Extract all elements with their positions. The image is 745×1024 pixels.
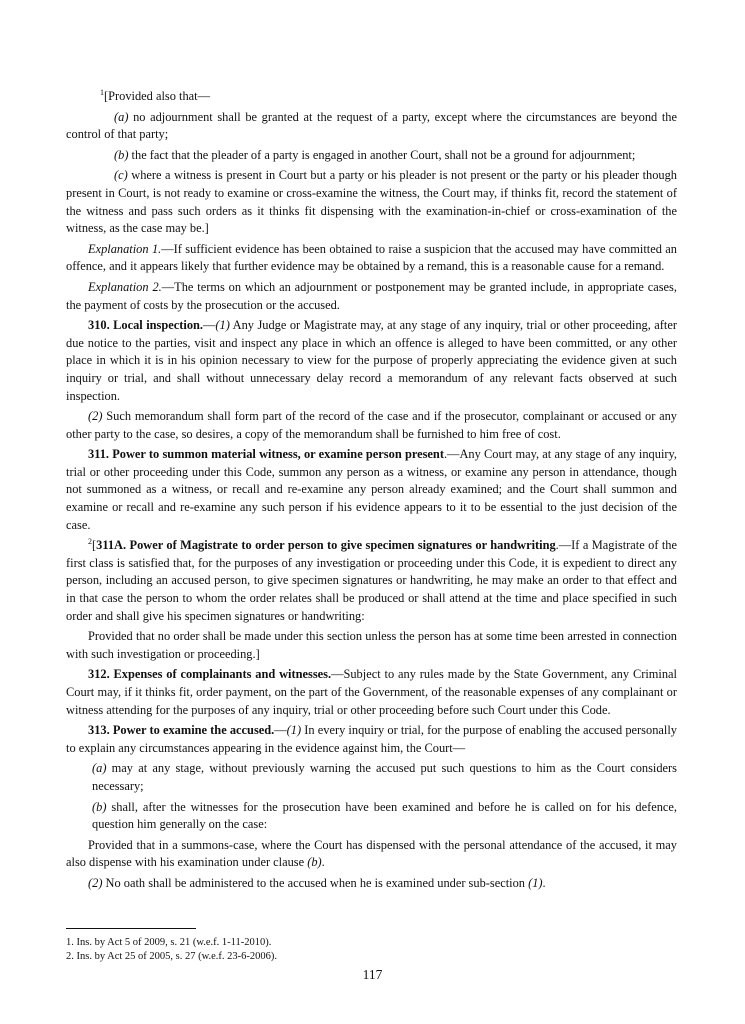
section-311a-proviso: Provided that no order shall be made under this section unless the person has at some time been arrested in connection with such investigation or proceeding.] bbox=[66, 629, 677, 661]
section-310: 310. Local inspection.—(1) Any Judge or Magistrate may, at any stage of any inquiry, trial or other proceeding, after due notice to the parties, visit and inspect any place in which an offence is alleged to have been committed, or any other place in which it is in his opinion necessary to view for the purpose of properly appreciating the evidence given at such inquiry or trial, and shall without unnecessary delay record a memorandum of any relevant facts observed at such inspection. bbox=[66, 318, 677, 403]
proviso-intro: $^1$[Provided also that— bbox=[100, 87, 210, 103]
section-313-clause-b: (b) shall, after the witnesses for the prosecution have been examined and before he is called on for his defence, question him generally on the case: bbox=[92, 799, 677, 832]
section-heading: 311. Power to summon material witness, or examine person present bbox=[88, 447, 444, 462]
section-313: 313. Power to examine the accused.—(1) In every inquiry or trial, for the purpose of enabling the accused personally to explain any circumstances appearing in the evidence against him, the Court— bbox=[66, 723, 677, 755]
footnote-2: 2. Ins. by Act 25 of 2005, s. 27 (w.e.f. 23-6-2006). bbox=[66, 951, 278, 962]
page-number: 117 bbox=[362, 967, 383, 982]
footnote-divider bbox=[66, 928, 196, 929]
clause-b: (b) the fact that the pleader of a party is engaged in another Court, shall not be a ground for adjournment; bbox=[114, 147, 636, 162]
section-heading: 311A. Power of Magistrate to order person to give specimen signatures or handwriting bbox=[96, 538, 556, 553]
section-313-2: (2) No oath shall be administered to the accused when he is examined under sub-section (1). bbox=[88, 875, 546, 890]
footnote-marker: 1 bbox=[100, 87, 104, 97]
section-heading: 310. Local inspection. bbox=[88, 318, 204, 333]
section-heading: 312. Expenses of complainants and witnesses. bbox=[88, 667, 332, 682]
section-311: 311. Power to summon material witness, or examine person present.—Any Court may, at any stage of any inquiry, trial or other proceeding under this Code, summon any person as a witness, or examine any person in attendance, though not summoned as a witness, or recall and re-examine any person already examined; and the Court shall summon and examine or recall and re-examine any such person if his evidence appears to it to be essential to the just decision of the case. bbox=[66, 447, 677, 532]
section-313-proviso: Provided that in a summons-case, where the Court has dispensed with the personal attendance of the accused, it may also dispense with his examination under clause (b). bbox=[66, 837, 677, 870]
explanation-2: Explanation 2.—The terms on which an adjournment or postponement may be granted include, in appropriate cases, the payment of costs by the prosecution or the accused. bbox=[66, 279, 677, 312]
section-311a: $^2$[311A. Power of Magistrate to order person to give specimen signatures or handwriting.—If a Magistrate of the first class is satisfied that, for the purposes of any investigation or proceeding under this Code, it is expedient to direct any person, including an accused person, to give specimen signatures or handwriting, he may make an order to that effect and in that case the person to whom the order relates shall be produced or shall attend at the time and place specified in such order and shall give his specimen signatures or handwriting: bbox=[66, 537, 677, 623]
explanation-1: Explanation 1.—If sufficient evidence has been obtained to raise a suspicion that the accused may have committed an offence, and it appears likely that further evidence may be obtained by a remand, this is a reasonable cause for a remand. bbox=[66, 241, 677, 274]
section-313-clause-a: (a) may at any stage, without previously warning the accused put such questions to him as the Court considers necessary; bbox=[92, 761, 677, 793]
footnote-marker: 2 bbox=[88, 537, 92, 547]
clause-c: (c) where a witness is present in Court but a party or his pleader is not present or the party or his pleader though present in Court, is not ready to examine or cross-examine the witness, the Court may, if thinks fit, record the statement of the witness and pass such orders as it thinks fit dispensing with the examination-in-chief or cross-examination of the witness, as the case may be.] bbox=[66, 168, 677, 236]
section-312: 312. Expenses of complainants and witnesses.—Subject to any rules made by the State Government, any Criminal Court may, if it thinks fit, order payment, on the part of the Government, of the reasonable expenses of any complainant or witness attending for the purposes of any inquiry, trial or other proceeding before such Court under this Code. bbox=[66, 667, 677, 717]
section-310-2: (2) Such memorandum shall form part of the record of the case and if the prosecutor, complainant or accused or any other party to the case, so desires, a copy of the memorandum shall be furnished to him free of cost. bbox=[66, 409, 677, 441]
footnote-1: 1. Ins. by Act 5 of 2009, s. 21 (w.e.f. 1-11-2010). bbox=[66, 937, 272, 948]
body-text bbox=[66, 88, 677, 896]
clause-a: (a) no adjournment shall be granted at the request of a party, except where the circumstances are beyond the control of that party; bbox=[66, 109, 677, 142]
section-heading: 313. Power to examine the accused. bbox=[88, 723, 275, 738]
